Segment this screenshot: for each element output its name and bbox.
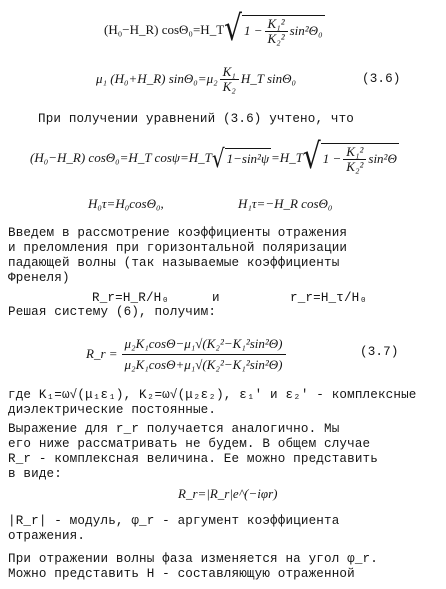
equation-polar-form — [178, 486, 277, 502]
paragraph-derivation-note: При получении уравнений (3.6) учтено, что — [38, 112, 355, 126]
eq-top-sqrt-prefix: 1 − — [243, 23, 263, 38]
text-line: R_r - комплексная величина. Ее можно представить — [8, 452, 378, 466]
text-line: Выражение для r_r получается аналогично. Мы — [8, 422, 340, 436]
text-line: Можно представить H - составляющую отраженной — [8, 567, 355, 581]
equation-number-3-6: (3.6) — [362, 72, 401, 86]
definition-refraction-coefficient: r_r=H_τ/H₀ — [290, 291, 368, 305]
text-line: его ниже рассматривать не будем. В общем случае — [8, 437, 371, 451]
definition-reflection-coefficient: R_r=H_R/H₀ — [92, 291, 170, 305]
text-line: падающей волны (так называемые коэффициенты — [8, 256, 340, 270]
text-line: |R_r| - модуль, φ_r - аргумент коэффициента — [8, 514, 340, 528]
text-line: При отражении волны фаза изменяется на угол φ_r. — [8, 552, 378, 566]
equation-cos-psi — [30, 134, 399, 178]
eq-cos-sqrt-1: √ 1−sin²ψ — [211, 143, 270, 173]
equation-number-3-7: (3.7) — [360, 345, 399, 359]
eq-top-sqrt: √ 1 − $\frac{\text{K₁²}}{\text{K₂²}}$ sin²Θ₀ — [224, 6, 323, 49]
equation-3-7 — [86, 328, 288, 380]
eq-top-fraction: $\frac{\text{K₁²}}{\text{K₂²}}$ — [265, 17, 288, 46]
text-line: диэлектрические постоянные. — [8, 403, 217, 417]
definition-conjunction: и — [212, 291, 220, 305]
paragraph-solving-system: Решая систему (6), получим: — [8, 305, 217, 319]
paragraph-phase-change — [8, 552, 378, 582]
eq-polar-exponent: e^(−iφr) — [232, 486, 278, 501]
eq-cos-sqrt-2: √ 1 − $\frac{\text{K₁²}}{\text{K₂²}}$ sin²Θ — [302, 134, 397, 177]
eq-36-fraction: $\frac{\text{K₁}}{\text{K₂}}$ — [220, 65, 239, 94]
eq-top-lhs: (H₀−H_R) cosΘ₀=H_T — [104, 22, 225, 37]
paragraph-wave-numbers — [8, 388, 417, 418]
text-line: Введем в рассмотрение коэффициенты отражения — [8, 226, 348, 240]
eq-cos-mid: =H_T — [271, 150, 303, 165]
text-line: отражения. — [8, 529, 86, 543]
paragraph-complex-coefficient — [8, 422, 378, 482]
eq-polar-lhs: R_r=|R_r| — [178, 486, 233, 501]
paragraph-modulus-argument — [8, 514, 339, 544]
equation-boundary-cos — [104, 6, 325, 49]
eq-36-lhs: μ₁ (H₀+H_R) sinΘ₀=μ₂ — [96, 71, 218, 86]
paragraph-fresnel-intro — [8, 226, 347, 286]
eq-37-lhs: R_r = — [86, 346, 118, 361]
equation-h1-tangential: H₁τ=−H_R cosΘ₀ — [238, 196, 333, 211]
equation-3-6 — [96, 62, 296, 96]
eq-cos-lhs: (H₀−H_R) cosΘ₀=H_T cosψ=H_T — [30, 150, 212, 165]
eq-36-rhs: H_T sinΘ₀ — [240, 71, 297, 86]
equation-h0-tangential: H₀τ=H₀cosΘ₀, — [88, 196, 164, 211]
eq-cos-fraction: $\frac{\text{K₁²}}{\text{K₂²}}$ — [343, 145, 366, 174]
text-line: где K₁=ω√(μ₁ε₁), K₂=ω√(μ₂ε₂), ε₁′ и ε₂′ - комплексные — [8, 388, 417, 402]
eq-37-fraction: $\frac{\text{μ₂K₁cosΘ−μ₁√(K₂²−K₁²sin²Θ)}}{\text{μ₂K₁cosΘ+μ₁√(K₂²−K₁²sin²Θ)}}$ — [122, 334, 286, 375]
text-line: в виде: — [8, 467, 62, 481]
text-line: и преломления при горизонтальной поляризации — [8, 241, 348, 255]
text-line: Френеля) — [8, 271, 70, 285]
eq-top-sqrt-suffix: sin²Θ₀ — [289, 23, 323, 38]
